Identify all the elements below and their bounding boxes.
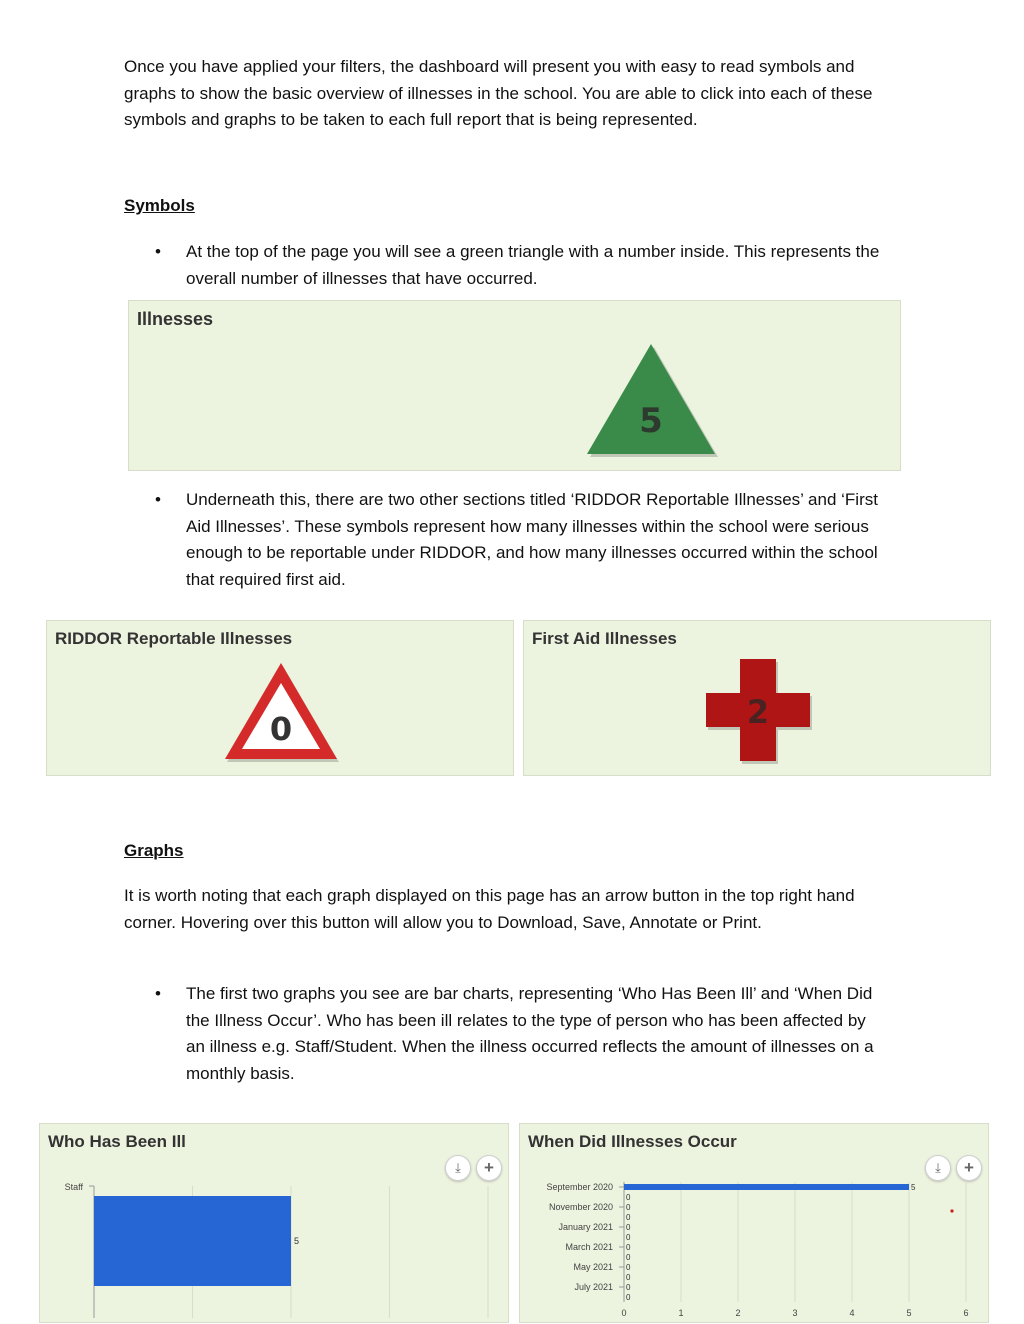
graphs-heading: Graphs <box>124 841 184 860</box>
bullet-line: Aid Illnesses’. These symbols represent how many illnesses within the school were serious <box>186 516 869 536</box>
bullet-dot: • <box>155 242 161 261</box>
bullet-dot: • <box>155 490 161 509</box>
bullet-line: At the top of the page you will see a green triangle with a number inside. This represents the <box>186 242 880 261</box>
data-label: 5 <box>294 1236 300 1246</box>
y-tick-label: November 2020 <box>548 1202 613 1212</box>
first-aid-panel[interactable] <box>523 620 991 776</box>
bullet-item <box>155 981 946 1087</box>
bullet-line: that required first aid. <box>186 569 346 589</box>
data-label: 0 <box>626 1253 631 1262</box>
chart-title: Who Has Been Ill <box>48 1132 186 1151</box>
y-tick-label: July 2021 <box>574 1282 613 1292</box>
note-line: It is worth noting that each graph displayed on this page has an arrow button in the top right hand <box>124 886 855 905</box>
intro-line: symbols and graphs to be taken to each full report that is being represented. <box>124 110 698 129</box>
data-label: 0 <box>626 1233 631 1242</box>
x-tick-label: 3 <box>792 1308 798 1318</box>
riddor-panel-title: RIDDOR Reportable Illnesses <box>55 629 293 648</box>
bullet-line: overall number of illnesses that have occurred. <box>186 268 538 288</box>
data-label: 0 <box>626 1243 631 1252</box>
x-tick-label: 6 <box>963 1308 969 1318</box>
data-label: 0 <box>626 1273 631 1282</box>
bar <box>94 1196 291 1286</box>
riddor-count: 0 <box>269 710 293 748</box>
x-tick-label: 2 <box>735 1308 741 1318</box>
y-tick-label: September 2020 <box>546 1182 613 1192</box>
intro-line: graphs to show the basic overview of illnesses in the school. You are able to click into each of these <box>124 83 873 103</box>
y-tick-label: January 2021 <box>558 1222 613 1232</box>
illnesses-count: 5 <box>639 401 663 441</box>
data-label: 0 <box>626 1193 631 1202</box>
intro-paragraph <box>124 54 924 134</box>
first-aid-count: 2 <box>746 693 770 731</box>
illnesses-panel[interactable] <box>128 300 901 471</box>
bullet-dot: • <box>155 984 161 1003</box>
riddor-panel[interactable] <box>46 620 514 776</box>
y-tick-label: May 2021 <box>573 1262 613 1272</box>
illnesses-panel-title: Illnesses <box>137 309 214 329</box>
bullet-item <box>155 239 946 292</box>
stray-mark <box>950 1209 953 1212</box>
x-tick-label: 0 <box>621 1308 627 1318</box>
bar <box>624 1184 909 1190</box>
red-cross-icon[interactable] <box>704 657 814 767</box>
download-icon: ⤓ <box>935 1160 941 1175</box>
plus-icon: + <box>964 1158 974 1177</box>
download-icon: ⤓ <box>455 1160 461 1175</box>
chart-title: When Did Illnesses Occur <box>528 1132 737 1151</box>
data-label: 0 <box>626 1203 631 1212</box>
green-triangle-icon[interactable] <box>581 339 721 464</box>
who-has-been-ill-chart <box>40 1154 508 1324</box>
who-has-been-ill-chart-panel[interactable] <box>39 1123 509 1323</box>
y-tick-label: Staff <box>64 1182 83 1192</box>
data-label: 5 <box>911 1183 916 1192</box>
intro-line: Once you have applied your filters, the dashboard will present you with easy to read symbols and <box>124 57 855 76</box>
data-label: 0 <box>626 1293 631 1302</box>
first-aid-panel-title: First Aid Illnesses <box>532 629 677 648</box>
when-did-illnesses-occur-chart <box>520 1154 988 1324</box>
bullet-line: an illness e.g. Staff/Student. When the illness occurred reflects the amount of illnesses on a <box>186 1037 874 1056</box>
x-tick-label: 4 <box>849 1308 855 1318</box>
bullet-line: monthly basis. <box>186 1063 295 1083</box>
bullet-line: enough to be reportable under RIDDOR, and how many illnesses occurred within the school <box>186 543 878 562</box>
x-tick-label: 5 <box>906 1308 912 1318</box>
bullet-line: The first two graphs you see are bar charts, representing ‘Who Has Been Ill’ and ‘When Did <box>186 984 873 1003</box>
bullet-line: Underneath this, there are two other sections titled ‘RIDDOR Reportable Illnesses’ and ‘First <box>186 490 878 509</box>
note-line: corner. Hovering over this button will allow you to Download, Save, Annotate or Print. <box>124 912 762 932</box>
data-label: 0 <box>626 1263 631 1272</box>
y-tick-label: March 2021 <box>565 1242 613 1252</box>
graphs-note <box>124 883 924 936</box>
warning-triangle-icon[interactable] <box>219 659 343 765</box>
plus-icon: + <box>484 1158 494 1177</box>
data-label: 0 <box>626 1213 631 1222</box>
symbols-heading: Symbols <box>124 196 195 215</box>
x-tick-label: 1 <box>678 1308 684 1318</box>
bullet-item <box>155 487 946 593</box>
when-did-illnesses-occur-chart-panel[interactable] <box>519 1123 989 1323</box>
data-label: 0 <box>626 1283 631 1292</box>
data-label: 0 <box>626 1223 631 1232</box>
bullet-line: the Illness Occur’. Who has been ill relates to the type of person who has been affected by <box>186 1010 866 1030</box>
